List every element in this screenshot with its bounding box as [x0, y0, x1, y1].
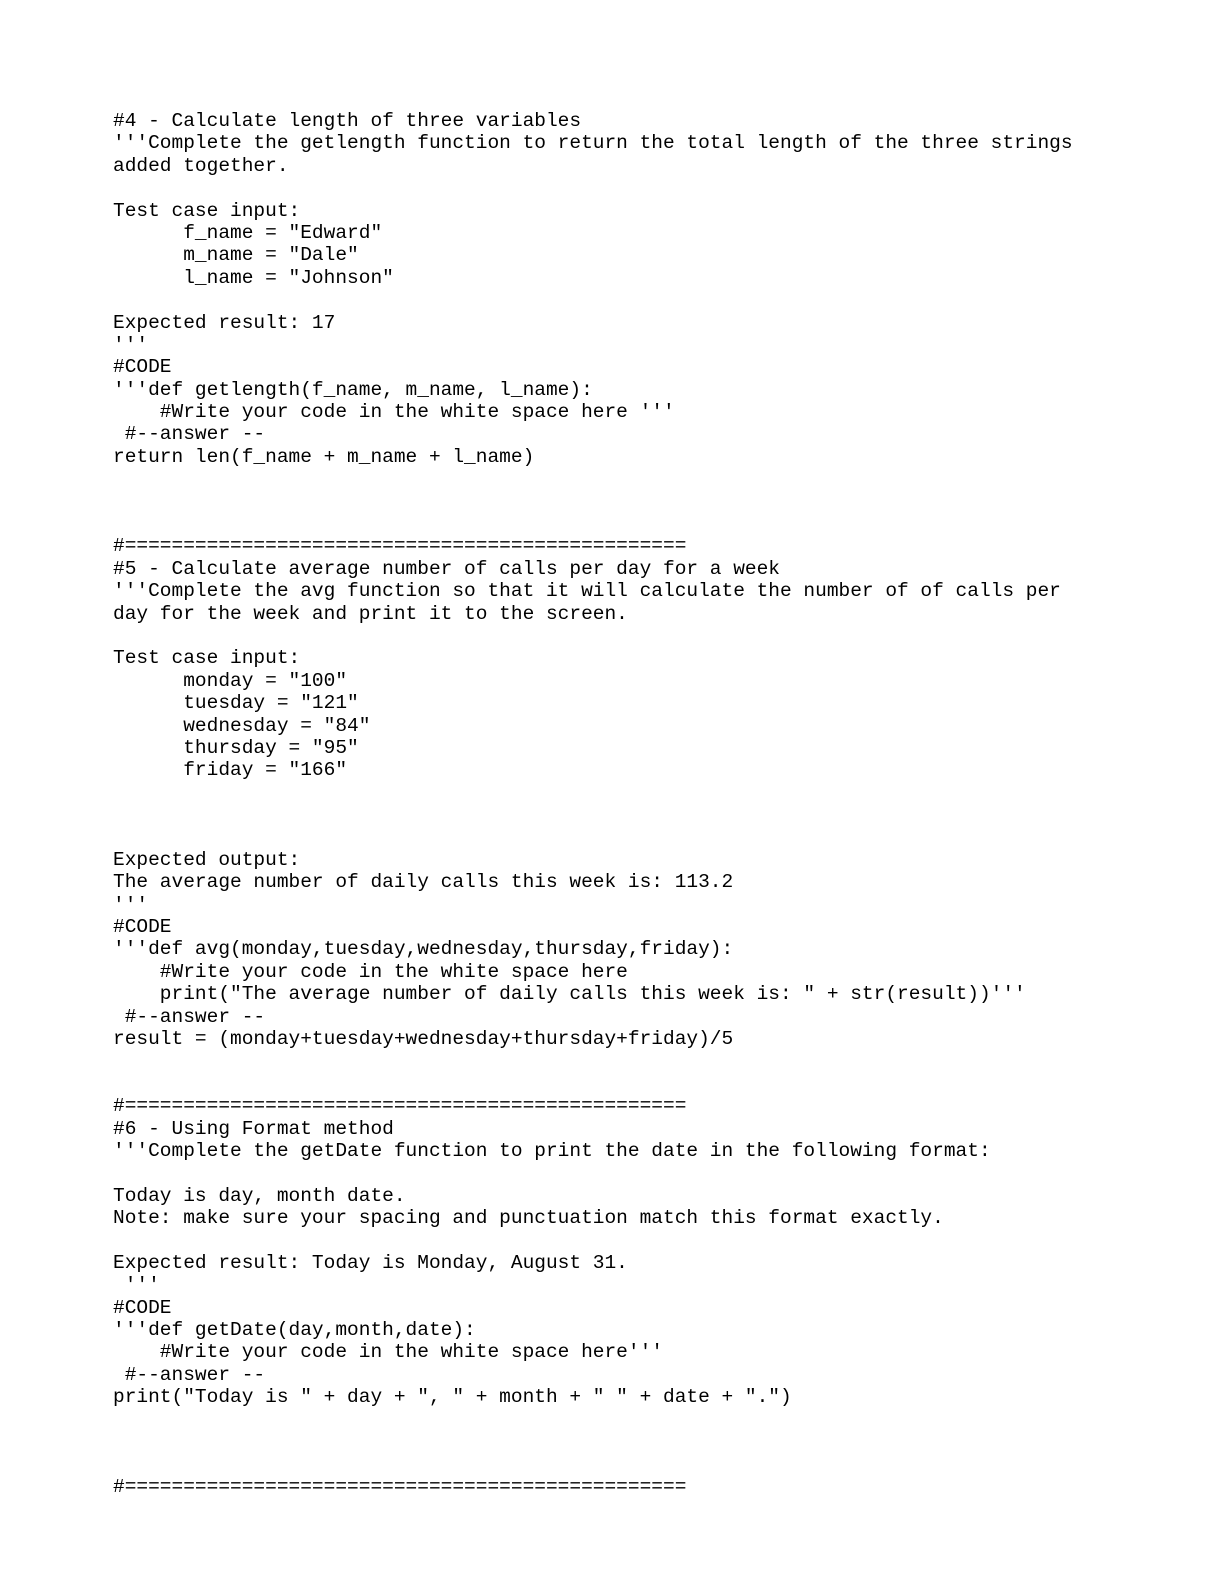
document-line: ''' [113, 1274, 160, 1297]
document-line: #CODE [113, 916, 172, 939]
document-line [113, 491, 1113, 513]
document-line: Note: make sure your spacing and punctuation match this format exactly. [113, 1207, 944, 1230]
document-line: #Write your code in the white space here [113, 960, 628, 983]
document-line: #--answer -- [113, 1005, 266, 1028]
document-line: #CODE [113, 356, 172, 379]
document-line: return len(f_name + m_name + l_name) [113, 445, 535, 468]
document-line: result = (monday+tuesday+wednesday+thursday+friday)/5 [113, 1028, 734, 1051]
document-line: The average number of daily calls this week is: 113.2 [113, 871, 734, 894]
document-line: #CODE [113, 1296, 172, 1319]
document-line: '''Complete the getDate function to print the date in the following format: [113, 1139, 991, 1162]
document-line: Test case input: [113, 199, 301, 222]
document-line: ''' [113, 333, 149, 356]
document-line: monday = "100" [113, 669, 348, 692]
document-line: Expected result: 17 [113, 311, 336, 334]
document-line: l_name = "Johnson" [113, 266, 394, 289]
document-line [113, 1050, 1113, 1072]
document-line: friday = "166" [113, 759, 348, 782]
document-line: #--answer -- [113, 423, 266, 446]
document-line: f_name = "Edward" [113, 221, 383, 244]
document-line: '''Complete the getlength function to return the total length of the three strings [113, 132, 1073, 155]
document-line [113, 1409, 1113, 1431]
document-line: thursday = "95" [113, 736, 359, 759]
document-line: day for the week and print it to the screen. [113, 602, 628, 625]
document-line: #--answer -- [113, 1363, 266, 1386]
document-line: ''' [113, 893, 149, 916]
document-line: #================================================ [113, 535, 687, 558]
document-line: print("Today is " + day + ", " + month + " " + date + ".") [113, 1386, 792, 1409]
document-line [113, 1073, 1113, 1095]
document-line: print("The average number of daily calls this week is: " + str(result))''' [113, 983, 1026, 1006]
document-line [113, 513, 1113, 535]
document-line [113, 1453, 1113, 1475]
document-line: Today is day, month date. [113, 1184, 406, 1207]
document-line [113, 1431, 1113, 1453]
document-line: '''def getDate(day,month,date): [113, 1319, 476, 1342]
document-line [113, 1230, 1113, 1252]
document-line: #================================================ [113, 1475, 687, 1498]
document-line: #4 - Calculate length of three variables [113, 110, 582, 132]
document-line: Expected result: Today is Monday, August 31. [113, 1251, 628, 1274]
document-line: m_name = "Dale" [113, 244, 359, 267]
document-line: #================================================ [113, 1095, 687, 1118]
document-line: added together. [113, 154, 289, 177]
document-page [113, 110, 1113, 1498]
document-line: '''def avg(monday,tuesday,wednesday,thursday,friday): [113, 938, 734, 961]
document-line [113, 289, 1113, 311]
document-line [113, 782, 1113, 804]
document-line: '''Complete the avg function so that it will calculate the number of of calls per [113, 580, 1061, 603]
document-line [113, 468, 1113, 490]
document-line: wednesday = "84" [113, 714, 371, 737]
document-line [113, 1162, 1113, 1184]
document-line: Test case input: [113, 647, 301, 670]
document-body [113, 110, 1113, 1498]
document-line: Expected output: [113, 848, 301, 871]
document-line: tuesday = "121" [113, 692, 359, 715]
document-line: #6 - Using Format method [113, 1117, 394, 1140]
document-line [113, 804, 1113, 826]
document-line: #Write your code in the white space here''' [113, 1341, 663, 1364]
document-line: #5 - Calculate average number of calls per day for a week [113, 557, 781, 580]
document-line: '''def getlength(f_name, m_name, l_name): [113, 378, 593, 401]
document-line: #Write your code in the white space here ''' [113, 401, 675, 424]
document-line [113, 827, 1113, 849]
document-line [113, 625, 1113, 647]
document-line [113, 177, 1113, 199]
